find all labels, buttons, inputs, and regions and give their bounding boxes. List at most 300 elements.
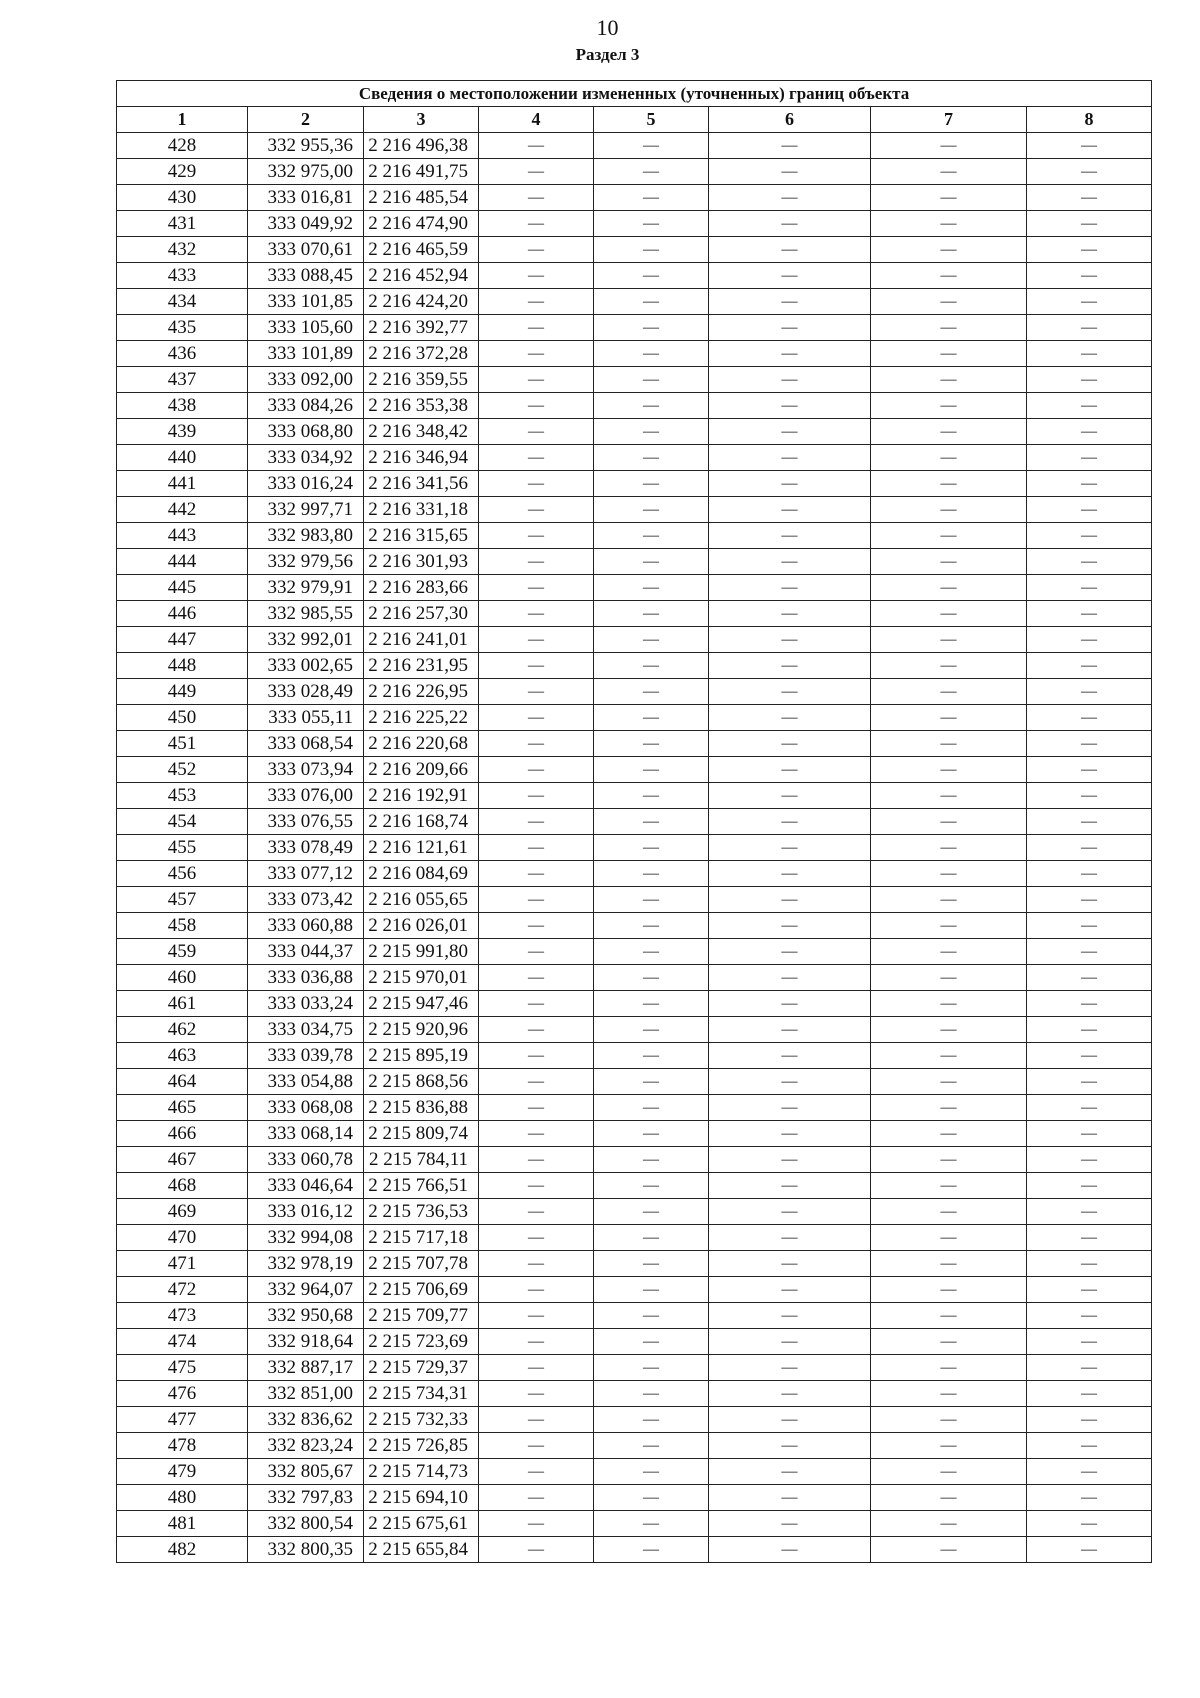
table-row bbox=[117, 393, 1152, 419]
empty-value-cell: — bbox=[871, 1095, 1027, 1121]
empty-value-cell: — bbox=[479, 185, 594, 211]
table-row bbox=[117, 809, 1152, 835]
x-coordinate-cell: 332 975,00 bbox=[248, 159, 364, 185]
y-coordinate-cell: 2 216 026,01 bbox=[364, 913, 479, 939]
column-header-row bbox=[117, 107, 1152, 133]
empty-value-cell: — bbox=[1027, 211, 1152, 237]
x-coordinate-cell: 333 016,12 bbox=[248, 1199, 364, 1225]
empty-value-cell: — bbox=[871, 1355, 1027, 1381]
y-coordinate-cell: 2 216 231,95 bbox=[364, 653, 479, 679]
empty-value-cell: — bbox=[1027, 549, 1152, 575]
y-coordinate-cell: 2 215 723,69 bbox=[364, 1329, 479, 1355]
empty-value-cell: — bbox=[1027, 757, 1152, 783]
table-row bbox=[117, 679, 1152, 705]
empty-value-cell: — bbox=[709, 367, 871, 393]
empty-value-cell: — bbox=[479, 861, 594, 887]
empty-value-cell: — bbox=[1027, 965, 1152, 991]
column-header: 6 bbox=[709, 107, 871, 133]
empty-value-cell: — bbox=[479, 1199, 594, 1225]
empty-value-cell: — bbox=[1027, 1355, 1152, 1381]
x-coordinate-cell: 332 997,71 bbox=[248, 497, 364, 523]
empty-value-cell: — bbox=[871, 1199, 1027, 1225]
empty-value-cell: — bbox=[479, 1303, 594, 1329]
empty-value-cell: — bbox=[709, 1147, 871, 1173]
empty-value-cell: — bbox=[594, 1511, 709, 1537]
point-number-cell: 480 bbox=[117, 1485, 248, 1511]
y-coordinate-cell: 2 215 726,85 bbox=[364, 1433, 479, 1459]
column-header: 3 bbox=[364, 107, 479, 133]
empty-value-cell: — bbox=[594, 1329, 709, 1355]
x-coordinate-cell: 333 036,88 bbox=[248, 965, 364, 991]
x-coordinate-cell: 332 983,80 bbox=[248, 523, 364, 549]
empty-value-cell: — bbox=[709, 757, 871, 783]
empty-value-cell: — bbox=[871, 1459, 1027, 1485]
column-header: 7 bbox=[871, 107, 1027, 133]
empty-value-cell: — bbox=[594, 705, 709, 731]
y-coordinate-cell: 2 216 209,66 bbox=[364, 757, 479, 783]
point-number-cell: 469 bbox=[117, 1199, 248, 1225]
y-coordinate-cell: 2 216 359,55 bbox=[364, 367, 479, 393]
empty-value-cell: — bbox=[1027, 991, 1152, 1017]
table-row bbox=[117, 471, 1152, 497]
empty-value-cell: — bbox=[709, 1303, 871, 1329]
x-coordinate-cell: 333 092,00 bbox=[248, 367, 364, 393]
empty-value-cell: — bbox=[479, 1407, 594, 1433]
empty-value-cell: — bbox=[709, 1381, 871, 1407]
y-coordinate-cell: 2 216 257,30 bbox=[364, 601, 479, 627]
empty-value-cell: — bbox=[594, 1355, 709, 1381]
point-number-cell: 459 bbox=[117, 939, 248, 965]
table-row bbox=[117, 1069, 1152, 1095]
empty-value-cell: — bbox=[1027, 367, 1152, 393]
point-number-cell: 442 bbox=[117, 497, 248, 523]
x-coordinate-cell: 333 101,85 bbox=[248, 289, 364, 315]
empty-value-cell: — bbox=[594, 237, 709, 263]
y-coordinate-cell: 2 215 732,33 bbox=[364, 1407, 479, 1433]
empty-value-cell: — bbox=[709, 523, 871, 549]
empty-value-cell: — bbox=[709, 133, 871, 159]
x-coordinate-cell: 333 033,24 bbox=[248, 991, 364, 1017]
x-coordinate-cell: 332 978,19 bbox=[248, 1251, 364, 1277]
x-coordinate-cell: 332 985,55 bbox=[248, 601, 364, 627]
empty-value-cell: — bbox=[1027, 445, 1152, 471]
y-coordinate-cell: 2 216 331,18 bbox=[364, 497, 479, 523]
point-number-cell: 454 bbox=[117, 809, 248, 835]
y-coordinate-cell: 2 215 709,77 bbox=[364, 1303, 479, 1329]
x-coordinate-cell: 333 054,88 bbox=[248, 1069, 364, 1095]
empty-value-cell: — bbox=[594, 1459, 709, 1485]
empty-value-cell: — bbox=[709, 913, 871, 939]
column-header: 8 bbox=[1027, 107, 1152, 133]
x-coordinate-cell: 333 068,14 bbox=[248, 1121, 364, 1147]
y-coordinate-cell: 2 216 168,74 bbox=[364, 809, 479, 835]
empty-value-cell: — bbox=[871, 1173, 1027, 1199]
empty-value-cell: — bbox=[871, 627, 1027, 653]
empty-value-cell: — bbox=[709, 965, 871, 991]
empty-value-cell: — bbox=[594, 1277, 709, 1303]
point-number-cell: 444 bbox=[117, 549, 248, 575]
table-row bbox=[117, 887, 1152, 913]
empty-value-cell: — bbox=[709, 471, 871, 497]
x-coordinate-cell: 332 918,64 bbox=[248, 1329, 364, 1355]
point-number-cell: 465 bbox=[117, 1095, 248, 1121]
empty-value-cell: — bbox=[1027, 1173, 1152, 1199]
point-number-cell: 481 bbox=[117, 1511, 248, 1537]
empty-value-cell: — bbox=[709, 1485, 871, 1511]
empty-value-cell: — bbox=[871, 705, 1027, 731]
x-coordinate-cell: 332 992,01 bbox=[248, 627, 364, 653]
empty-value-cell: — bbox=[1027, 705, 1152, 731]
empty-value-cell: — bbox=[594, 1199, 709, 1225]
empty-value-cell: — bbox=[594, 913, 709, 939]
table-caption-row bbox=[117, 81, 1152, 107]
empty-value-cell: — bbox=[479, 1095, 594, 1121]
x-coordinate-cell: 333 060,88 bbox=[248, 913, 364, 939]
y-coordinate-cell: 2 215 714,73 bbox=[364, 1459, 479, 1485]
empty-value-cell: — bbox=[709, 1511, 871, 1537]
table-row bbox=[117, 1433, 1152, 1459]
empty-value-cell: — bbox=[1027, 653, 1152, 679]
point-number-cell: 440 bbox=[117, 445, 248, 471]
empty-value-cell: — bbox=[871, 185, 1027, 211]
empty-value-cell: — bbox=[479, 835, 594, 861]
point-number-cell: 456 bbox=[117, 861, 248, 887]
point-number-cell: 464 bbox=[117, 1069, 248, 1095]
empty-value-cell: — bbox=[1027, 1329, 1152, 1355]
empty-value-cell: — bbox=[709, 783, 871, 809]
empty-value-cell: — bbox=[871, 263, 1027, 289]
empty-value-cell: — bbox=[594, 835, 709, 861]
empty-value-cell: — bbox=[479, 211, 594, 237]
empty-value-cell: — bbox=[1027, 185, 1152, 211]
empty-value-cell: — bbox=[1027, 1381, 1152, 1407]
x-coordinate-cell: 333 068,54 bbox=[248, 731, 364, 757]
table-row bbox=[117, 861, 1152, 887]
table-row bbox=[117, 1329, 1152, 1355]
point-number-cell: 435 bbox=[117, 315, 248, 341]
empty-value-cell: — bbox=[709, 1121, 871, 1147]
table-row bbox=[117, 783, 1152, 809]
table-row bbox=[117, 263, 1152, 289]
y-coordinate-cell: 2 216 226,95 bbox=[364, 679, 479, 705]
empty-value-cell: — bbox=[594, 1017, 709, 1043]
empty-value-cell: — bbox=[871, 679, 1027, 705]
empty-value-cell: — bbox=[594, 1251, 709, 1277]
empty-value-cell: — bbox=[1027, 601, 1152, 627]
empty-value-cell: — bbox=[594, 887, 709, 913]
empty-value-cell: — bbox=[709, 289, 871, 315]
table-row bbox=[117, 1407, 1152, 1433]
empty-value-cell: — bbox=[479, 887, 594, 913]
point-number-cell: 457 bbox=[117, 887, 248, 913]
point-number-cell: 450 bbox=[117, 705, 248, 731]
empty-value-cell: — bbox=[594, 653, 709, 679]
point-number-cell: 452 bbox=[117, 757, 248, 783]
y-coordinate-cell: 2 215 675,61 bbox=[364, 1511, 479, 1537]
point-number-cell: 453 bbox=[117, 783, 248, 809]
y-coordinate-cell: 2 216 283,66 bbox=[364, 575, 479, 601]
x-coordinate-cell: 333 076,55 bbox=[248, 809, 364, 835]
empty-value-cell: — bbox=[479, 367, 594, 393]
empty-value-cell: — bbox=[709, 393, 871, 419]
empty-value-cell: — bbox=[871, 653, 1027, 679]
empty-value-cell: — bbox=[709, 991, 871, 1017]
table-row bbox=[117, 1277, 1152, 1303]
empty-value-cell: — bbox=[594, 367, 709, 393]
point-number-cell: 466 bbox=[117, 1121, 248, 1147]
y-coordinate-cell: 2 216 392,77 bbox=[364, 315, 479, 341]
column-header: 1 bbox=[117, 107, 248, 133]
empty-value-cell: — bbox=[709, 1459, 871, 1485]
empty-value-cell: — bbox=[709, 1407, 871, 1433]
empty-value-cell: — bbox=[871, 757, 1027, 783]
empty-value-cell: — bbox=[1027, 835, 1152, 861]
empty-value-cell: — bbox=[1027, 627, 1152, 653]
table-row bbox=[117, 1173, 1152, 1199]
empty-value-cell: — bbox=[1027, 1407, 1152, 1433]
empty-value-cell: — bbox=[479, 783, 594, 809]
y-coordinate-cell: 2 215 694,10 bbox=[364, 1485, 479, 1511]
empty-value-cell: — bbox=[709, 237, 871, 263]
x-coordinate-cell: 332 800,35 bbox=[248, 1537, 364, 1563]
y-coordinate-cell: 2 216 225,22 bbox=[364, 705, 479, 731]
table-caption: Сведения о местоположении измененных (уточненных) границ объекта bbox=[117, 81, 1152, 107]
point-number-cell: 428 bbox=[117, 133, 248, 159]
point-number-cell: 472 bbox=[117, 1277, 248, 1303]
x-coordinate-cell: 332 887,17 bbox=[248, 1355, 364, 1381]
empty-value-cell: — bbox=[594, 211, 709, 237]
empty-value-cell: — bbox=[871, 601, 1027, 627]
empty-value-cell: — bbox=[479, 627, 594, 653]
empty-value-cell: — bbox=[871, 1277, 1027, 1303]
point-number-cell: 473 bbox=[117, 1303, 248, 1329]
table-row bbox=[117, 211, 1152, 237]
empty-value-cell: — bbox=[709, 445, 871, 471]
empty-value-cell: — bbox=[594, 731, 709, 757]
x-coordinate-cell: 332 823,24 bbox=[248, 1433, 364, 1459]
y-coordinate-cell: 2 215 991,80 bbox=[364, 939, 479, 965]
empty-value-cell: — bbox=[709, 263, 871, 289]
point-number-cell: 448 bbox=[117, 653, 248, 679]
empty-value-cell: — bbox=[871, 575, 1027, 601]
x-coordinate-cell: 333 016,81 bbox=[248, 185, 364, 211]
empty-value-cell: — bbox=[479, 757, 594, 783]
empty-value-cell: — bbox=[709, 211, 871, 237]
empty-value-cell: — bbox=[709, 419, 871, 445]
y-coordinate-cell: 2 216 220,68 bbox=[364, 731, 479, 757]
empty-value-cell: — bbox=[479, 1017, 594, 1043]
empty-value-cell: — bbox=[479, 497, 594, 523]
point-number-cell: 429 bbox=[117, 159, 248, 185]
y-coordinate-cell: 2 216 241,01 bbox=[364, 627, 479, 653]
x-coordinate-cell: 333 046,64 bbox=[248, 1173, 364, 1199]
empty-value-cell: — bbox=[709, 705, 871, 731]
point-number-cell: 438 bbox=[117, 393, 248, 419]
empty-value-cell: — bbox=[1027, 861, 1152, 887]
point-number-cell: 455 bbox=[117, 835, 248, 861]
x-coordinate-cell: 333 002,65 bbox=[248, 653, 364, 679]
empty-value-cell: — bbox=[871, 211, 1027, 237]
empty-value-cell: — bbox=[1027, 1017, 1152, 1043]
point-number-cell: 463 bbox=[117, 1043, 248, 1069]
empty-value-cell: — bbox=[1027, 1043, 1152, 1069]
empty-value-cell: — bbox=[709, 1043, 871, 1069]
x-coordinate-cell: 333 049,92 bbox=[248, 211, 364, 237]
y-coordinate-cell: 2 215 809,74 bbox=[364, 1121, 479, 1147]
point-number-cell: 431 bbox=[117, 211, 248, 237]
empty-value-cell: — bbox=[479, 1433, 594, 1459]
empty-value-cell: — bbox=[479, 575, 594, 601]
empty-value-cell: — bbox=[709, 809, 871, 835]
point-number-cell: 449 bbox=[117, 679, 248, 705]
empty-value-cell: — bbox=[871, 809, 1027, 835]
empty-value-cell: — bbox=[871, 1043, 1027, 1069]
empty-value-cell: — bbox=[1027, 939, 1152, 965]
table-row bbox=[117, 991, 1152, 1017]
x-coordinate-cell: 332 979,91 bbox=[248, 575, 364, 601]
empty-value-cell: — bbox=[709, 1537, 871, 1563]
page-number: 10 bbox=[596, 15, 619, 40]
empty-value-cell: — bbox=[871, 783, 1027, 809]
empty-value-cell: — bbox=[871, 1381, 1027, 1407]
empty-value-cell: — bbox=[871, 1251, 1027, 1277]
y-coordinate-cell: 2 216 301,93 bbox=[364, 549, 479, 575]
empty-value-cell: — bbox=[1027, 1433, 1152, 1459]
empty-value-cell: — bbox=[709, 1251, 871, 1277]
empty-value-cell: — bbox=[594, 419, 709, 445]
empty-value-cell: — bbox=[479, 1225, 594, 1251]
y-coordinate-cell: 2 215 947,46 bbox=[364, 991, 479, 1017]
empty-value-cell: — bbox=[594, 783, 709, 809]
empty-value-cell: — bbox=[479, 1147, 594, 1173]
empty-value-cell: — bbox=[871, 991, 1027, 1017]
empty-value-cell: — bbox=[594, 757, 709, 783]
y-coordinate-cell: 2 216 341,56 bbox=[364, 471, 479, 497]
empty-value-cell: — bbox=[709, 679, 871, 705]
table-row bbox=[117, 939, 1152, 965]
empty-value-cell: — bbox=[871, 939, 1027, 965]
point-number-cell: 470 bbox=[117, 1225, 248, 1251]
y-coordinate-cell: 2 216 424,20 bbox=[364, 289, 479, 315]
empty-value-cell: — bbox=[1027, 783, 1152, 809]
empty-value-cell: — bbox=[709, 1355, 871, 1381]
empty-value-cell: — bbox=[871, 1147, 1027, 1173]
x-coordinate-cell: 333 068,80 bbox=[248, 419, 364, 445]
empty-value-cell: — bbox=[709, 1225, 871, 1251]
empty-value-cell: — bbox=[479, 731, 594, 757]
point-number-cell: 432 bbox=[117, 237, 248, 263]
table-row bbox=[117, 1121, 1152, 1147]
empty-value-cell: — bbox=[479, 679, 594, 705]
table-row bbox=[117, 367, 1152, 393]
y-coordinate-cell: 2 216 491,75 bbox=[364, 159, 479, 185]
empty-value-cell: — bbox=[479, 809, 594, 835]
point-number-cell: 434 bbox=[117, 289, 248, 315]
empty-value-cell: — bbox=[594, 185, 709, 211]
empty-value-cell: — bbox=[594, 939, 709, 965]
empty-value-cell: — bbox=[594, 809, 709, 835]
point-number-cell: 482 bbox=[117, 1537, 248, 1563]
table-row bbox=[117, 1017, 1152, 1043]
empty-value-cell: — bbox=[871, 315, 1027, 341]
empty-value-cell: — bbox=[594, 315, 709, 341]
empty-value-cell: — bbox=[1027, 1537, 1152, 1563]
empty-value-cell: — bbox=[709, 1277, 871, 1303]
empty-value-cell: — bbox=[479, 1121, 594, 1147]
table-row bbox=[117, 575, 1152, 601]
y-coordinate-cell: 2 216 372,28 bbox=[364, 341, 479, 367]
table-row bbox=[117, 1303, 1152, 1329]
empty-value-cell: — bbox=[1027, 341, 1152, 367]
y-coordinate-cell: 2 216 452,94 bbox=[364, 263, 479, 289]
x-coordinate-cell: 333 088,45 bbox=[248, 263, 364, 289]
table-row bbox=[117, 159, 1152, 185]
table-row bbox=[117, 1043, 1152, 1069]
empty-value-cell: — bbox=[594, 1381, 709, 1407]
x-coordinate-cell: 332 964,07 bbox=[248, 1277, 364, 1303]
empty-value-cell: — bbox=[594, 471, 709, 497]
empty-value-cell: — bbox=[871, 497, 1027, 523]
empty-value-cell: — bbox=[594, 965, 709, 991]
y-coordinate-cell: 2 216 465,59 bbox=[364, 237, 479, 263]
table-row bbox=[117, 965, 1152, 991]
y-coordinate-cell: 2 215 920,96 bbox=[364, 1017, 479, 1043]
empty-value-cell: — bbox=[479, 1511, 594, 1537]
empty-value-cell: — bbox=[479, 393, 594, 419]
x-coordinate-cell: 332 950,68 bbox=[248, 1303, 364, 1329]
point-number-cell: 441 bbox=[117, 471, 248, 497]
table-row bbox=[117, 237, 1152, 263]
empty-value-cell: — bbox=[871, 887, 1027, 913]
empty-value-cell: — bbox=[1027, 1251, 1152, 1277]
empty-value-cell: — bbox=[479, 263, 594, 289]
empty-value-cell: — bbox=[1027, 237, 1152, 263]
y-coordinate-cell: 2 215 868,56 bbox=[364, 1069, 479, 1095]
empty-value-cell: — bbox=[594, 159, 709, 185]
table-row bbox=[117, 835, 1152, 861]
empty-value-cell: — bbox=[871, 731, 1027, 757]
empty-value-cell: — bbox=[594, 497, 709, 523]
empty-value-cell: — bbox=[1027, 679, 1152, 705]
empty-value-cell: — bbox=[709, 1199, 871, 1225]
x-coordinate-cell: 332 805,67 bbox=[248, 1459, 364, 1485]
y-coordinate-cell: 2 216 485,54 bbox=[364, 185, 479, 211]
x-coordinate-cell: 333 078,49 bbox=[248, 835, 364, 861]
x-coordinate-cell: 333 084,26 bbox=[248, 393, 364, 419]
empty-value-cell: — bbox=[1027, 523, 1152, 549]
x-coordinate-cell: 332 836,62 bbox=[248, 1407, 364, 1433]
x-coordinate-cell: 333 044,37 bbox=[248, 939, 364, 965]
empty-value-cell: — bbox=[709, 861, 871, 887]
empty-value-cell: — bbox=[479, 705, 594, 731]
empty-value-cell: — bbox=[1027, 289, 1152, 315]
empty-value-cell: — bbox=[709, 1017, 871, 1043]
x-coordinate-cell: 333 060,78 bbox=[248, 1147, 364, 1173]
point-number-cell: 474 bbox=[117, 1329, 248, 1355]
x-coordinate-cell: 332 800,54 bbox=[248, 1511, 364, 1537]
empty-value-cell: — bbox=[479, 653, 594, 679]
table-row bbox=[117, 653, 1152, 679]
x-coordinate-cell: 333 073,42 bbox=[248, 887, 364, 913]
empty-value-cell: — bbox=[594, 1537, 709, 1563]
point-number-cell: 460 bbox=[117, 965, 248, 991]
x-coordinate-cell: 333 028,49 bbox=[248, 679, 364, 705]
empty-value-cell: — bbox=[479, 315, 594, 341]
empty-value-cell: — bbox=[479, 965, 594, 991]
table-row bbox=[117, 315, 1152, 341]
table-row bbox=[117, 185, 1152, 211]
empty-value-cell: — bbox=[479, 237, 594, 263]
